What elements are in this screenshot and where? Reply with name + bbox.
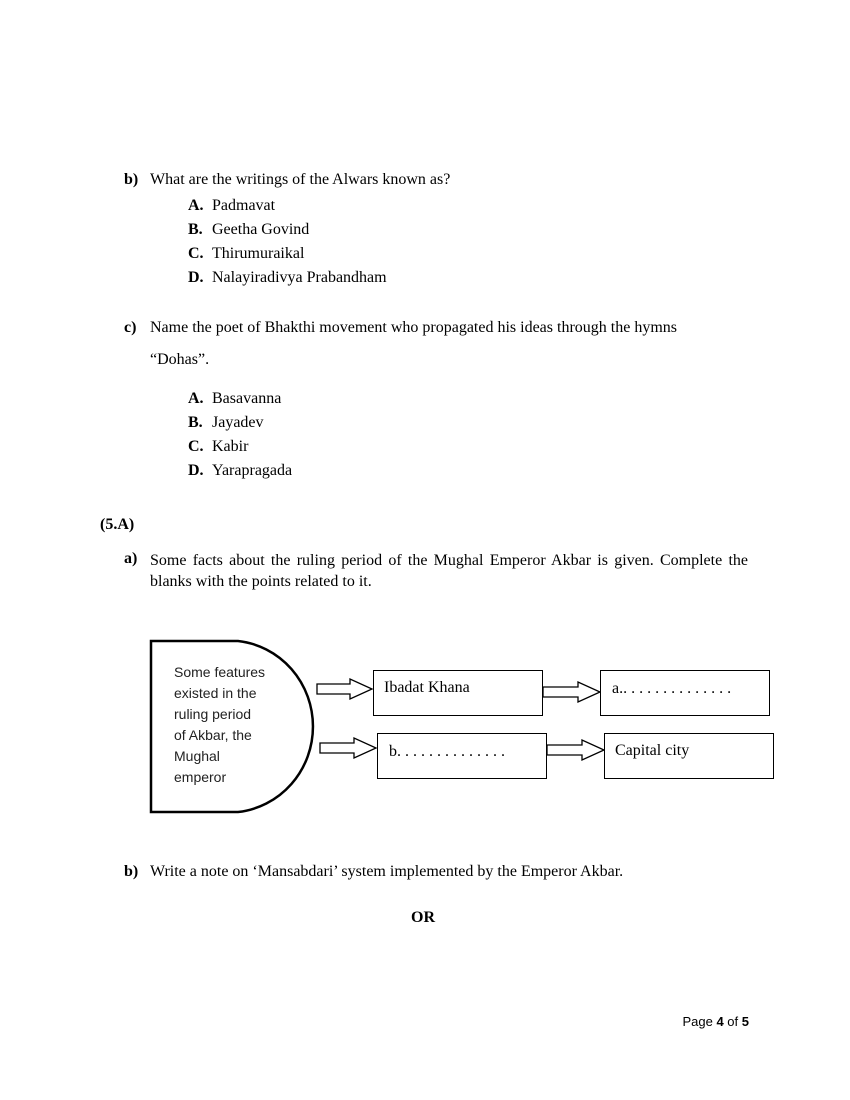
question-c-text-line2: “Dohas”. [150,351,210,368]
option-text: Kabir [212,438,249,455]
option-letter: D. [188,462,204,479]
arrow-3 [320,738,376,758]
option-text: Nalayiradivya Prabandham [212,269,387,286]
question-b-label: b) [124,171,139,188]
box-ibadat-khana [373,670,543,716]
option-text: Geetha Govind [212,221,310,238]
page-total: 5 [741,1014,749,1029]
box-blank-b-label: b. . . . . . . . . . . . . . [389,743,505,760]
option-letter: C. [188,438,204,455]
box-blank-b [377,733,547,779]
option-letter: A. [188,197,204,214]
option-letter: A. [188,390,204,407]
or-separator: OR [411,909,435,926]
source-line: existed in the [174,685,257,701]
question-c-text-line1: Name the poet of Bhakthi movement who propagated his ideas through the hymns [150,319,677,336]
source-line: Some features [174,664,266,680]
page-current: 4 [716,1014,724,1029]
box-capital-city [604,733,774,779]
box-ibadat-khana-label: Ibadat Khana [384,679,470,696]
box-blank-a [600,670,770,716]
question-b2-text: Write a note on ‘Mansabdari’ system implemented by the Emperor Akbar. [150,863,624,880]
option-letter: C. [188,245,204,262]
page-word: Page [682,1014,713,1029]
option-text: Yarapragada [212,462,293,479]
source-line: ruling period [174,706,252,722]
source-line: emperor [174,769,227,785]
arrow-4 [547,740,604,760]
option-text: Thirumuraikal [212,245,305,262]
option-letter: D. [188,269,204,286]
arrow-1 [317,679,372,699]
option-text: Padmavat [212,197,276,214]
source-line: Mughal [174,748,220,764]
question-a-text: Some facts about the ruling period of the Mughal Emperor Akbar is given. Complete the blanks with the points related to it. [150,552,748,590]
question-a-label: a) [124,550,138,567]
source-text [174,662,265,788]
section-label: (5.A) [100,516,135,533]
box-blank-a-label: a.. . . . . . . . . . . . . . [612,680,732,697]
page-footer [682,1014,749,1029]
option-text: Jayadev [212,414,264,431]
arrow-2 [543,682,600,702]
of-word: of [727,1014,739,1029]
option-text: Basavanna [212,390,282,407]
question-b2-label: b) [124,863,139,880]
box-capital-city-label: Capital city [615,742,690,759]
question-b-text: What are the writings of the Alwars known as? [150,171,451,188]
source-line: of Akbar, the [174,727,252,743]
question-c-label: c) [124,319,137,336]
option-letter: B. [188,221,203,238]
option-letter: B. [188,414,203,431]
